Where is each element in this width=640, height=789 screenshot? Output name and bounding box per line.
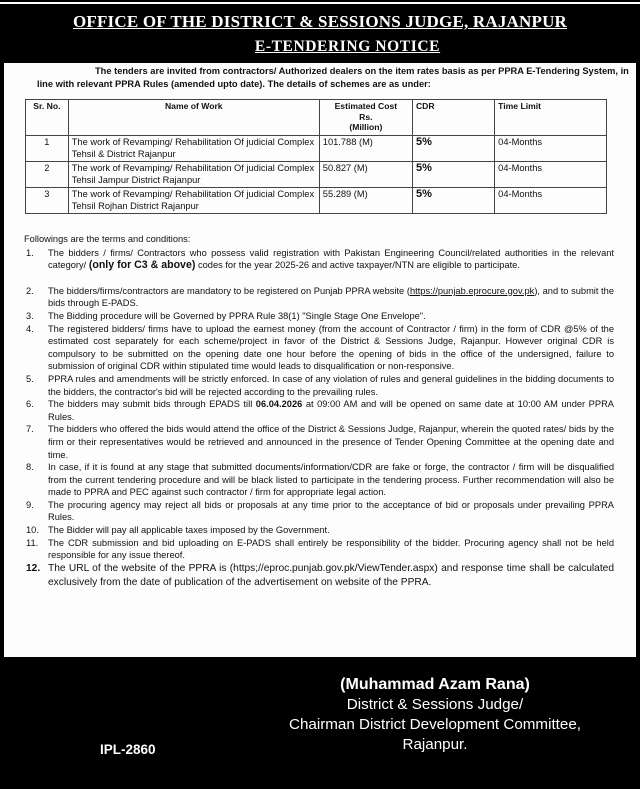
notice-title: E-TENDERING NOTICE (254, 38, 441, 55)
cell-time: 04-Months (495, 136, 607, 162)
punjab-eprocure-link[interactable]: https://punjab.eprocure.gov.pk (409, 285, 535, 296)
terms-title: Followings are the terms and conditions: (24, 234, 191, 244)
term-number: 5. (26, 373, 34, 384)
designation-line-2: Chairman District Development Committee, (288, 716, 582, 733)
col-cdr: CDR (412, 100, 494, 136)
term-10 (4, 524, 632, 537)
term-number: 7. (26, 424, 34, 435)
bid-deadline-date: 06.04.2026 (255, 399, 303, 410)
reference-number: IPL-2860 (100, 742, 156, 757)
table-row (26, 136, 607, 162)
signatory (240, 675, 630, 755)
designation-line-1: District & Sessions Judge/ (346, 696, 524, 713)
schemes-table (25, 99, 607, 214)
term-number: 3. (26, 310, 34, 321)
cell-sr: 2 (26, 162, 69, 188)
term-emphasis: (only for C3 & above) (88, 259, 196, 272)
term-1 (4, 247, 632, 272)
cell-cost: 55.289 (M) (319, 188, 412, 214)
term-text: codes for the year 2025-26 and active taxpayer/NTN are eligible to participate. (195, 260, 520, 271)
term-3 (4, 310, 632, 323)
cell-time: 04-Months (495, 188, 607, 214)
term-text: The bidders who offered the bids would attend the office of the District & Sessions Judge, Rajanpur, wherein the quoted rates/ bids by the firm or their representatives would be retrieved and announced in the presence of Tender Opening Committee at the opening date and time. (48, 424, 614, 460)
term-9 (4, 499, 632, 524)
term-11 (4, 537, 632, 562)
term-number: 12. (26, 562, 41, 574)
signature-block (0, 660, 640, 789)
cell-sr: 1 (26, 136, 69, 162)
term-text: The Bidder will pay all applicable taxes imposed by the Government. (48, 525, 330, 536)
term-number: 2. (26, 285, 34, 296)
term-text: PPRA rules and amendments will be strictly enforced. In case of any violation of rules and general guidelines in the bidding documents to the bidders, the contractor's bid will be rejected according to the prevailing rules. (48, 373, 614, 397)
term-text: The procuring agency may reject all bids or proposals at any time prior to the acceptance of bid or proposals under prevailing PPRA Rules. (48, 499, 614, 523)
term-8 (4, 461, 632, 499)
intro-text: The tenders are invited from contractors/ Authorized dealers on the item rates basis as per PPRA E-Tendering System, in line with relevant PPRA Rules (amended upto date). The details of schemes are as under: (37, 66, 629, 89)
term-text: The registered bidders/ firms have to upload the earnest money (from the account of Contractor / firm) in the form of CDR @5% of the estimated cost separately for each scheme/project in favor of the District & Sessions Judge, Rajanpur. However original CDR is compulsory to be submitted on the opening date one hour before the opening of bids in the office of the undersigned, failure to submission of original CDR within stipulated time would leads to disqualification or non-responsive. (48, 323, 614, 372)
term-number: 11. (26, 537, 39, 548)
table-row (26, 162, 607, 188)
cell-cost: 101.788 (M) (319, 136, 412, 162)
cell-name: The work of Revamping/ Rehabilitation Of judicial Complex Tehsil & District Rajanpur (68, 136, 319, 162)
col-name-of-work: Name of Work (68, 100, 319, 136)
cell-cost: 50.827 (M) (319, 162, 412, 188)
cost-header-line1: Estimated Cost (334, 101, 398, 111)
cost-header-line2: Rs. (359, 111, 373, 122)
term-text: at 09:00 AM and will be opened on same date at 10:00 AM under PPRA Rules. (48, 399, 614, 422)
term-text: ), and to submit the bids through E-PADS. (48, 285, 614, 309)
term-text: The bidders may submit bids through EPADS till (48, 399, 256, 410)
place: Rajanpur. (402, 736, 468, 753)
term-number: 4. (26, 323, 34, 334)
term-5 (4, 373, 632, 398)
col-time-limit: Time Limit (495, 100, 607, 136)
header (0, 6, 640, 64)
cell-name: The work of Revamping/ Rehabilitation Of judicial Complex Tehsil Jampur District Rajanpur (68, 162, 319, 188)
cost-header-line3: (Million) (349, 122, 383, 132)
term-text: The URL of the website of the PPRA is (https;//eproc.punjab.gov.pk/ViewTender.aspx) and response time shall be calculated exclusively from the date of publication of the advertisement on website of the PPRA. (48, 562, 614, 588)
cell-name: The work of Revamping/ Rehabilitation Of judicial Complex Tehsil Rojhan District Rajanpur (68, 188, 319, 214)
term-4 (4, 323, 632, 373)
term-text: The CDR submission and bid uploading on E-PADS shall entirely be responsibility of the bidder. Procuring agency shall not be held responsible for any issue thereof. (48, 537, 614, 561)
term-number: 6. (26, 399, 34, 410)
table-header-row (26, 100, 607, 136)
terms-and-conditions (4, 233, 632, 590)
term-7 (4, 423, 632, 461)
cell-sr: 3 (26, 188, 69, 214)
term-number: 10. (26, 525, 39, 536)
cell-time: 04-Months (495, 162, 607, 188)
col-sr-no: Sr. No. (26, 100, 69, 136)
term-number: 9. (26, 499, 34, 510)
cell-cdr: 5% (412, 136, 494, 162)
signatory-name: (Muhammad Azam Rana) (340, 676, 530, 693)
term-2 (4, 285, 632, 310)
term-number: 8. (26, 462, 34, 473)
col-estimated-cost (319, 100, 412, 136)
intro (4, 65, 632, 91)
cell-cdr: 5% (412, 188, 494, 214)
term-12 (4, 562, 632, 590)
term-text: The bidders/firms/contractors are mandatory to be registered on Punjab PPRA website ( (48, 285, 410, 296)
table-row (26, 188, 607, 214)
notice-body (4, 63, 636, 657)
term-text: The Bidding procedure will be Governed by PPRA Rule 38(1) "Single Stage One Envelope". (48, 310, 426, 321)
office-title: OFFICE OF THE DISTRICT & SESSIONS JUDGE, RAJANPUR (72, 12, 568, 31)
term-number: 1. (26, 247, 34, 258)
term-6 (4, 398, 632, 423)
term-text: In case, if it is found at any stage that submitted documents/information/CDR are fake or forge, the contractor / firm will be disqualified from the current tendering procedure and will be black listed to participate in the tendering process. Further recommendation will also be made to PPRA and PEC against such contractor / firm for appropriate legal action. (48, 462, 614, 498)
term-text: The bidders / firms/ Contractors who possess valid registration with Pakistan Engineering Council/related authorities in the relevant category/ (48, 247, 614, 271)
top-border (0, 2, 640, 4)
cell-cdr: 5% (412, 162, 494, 188)
